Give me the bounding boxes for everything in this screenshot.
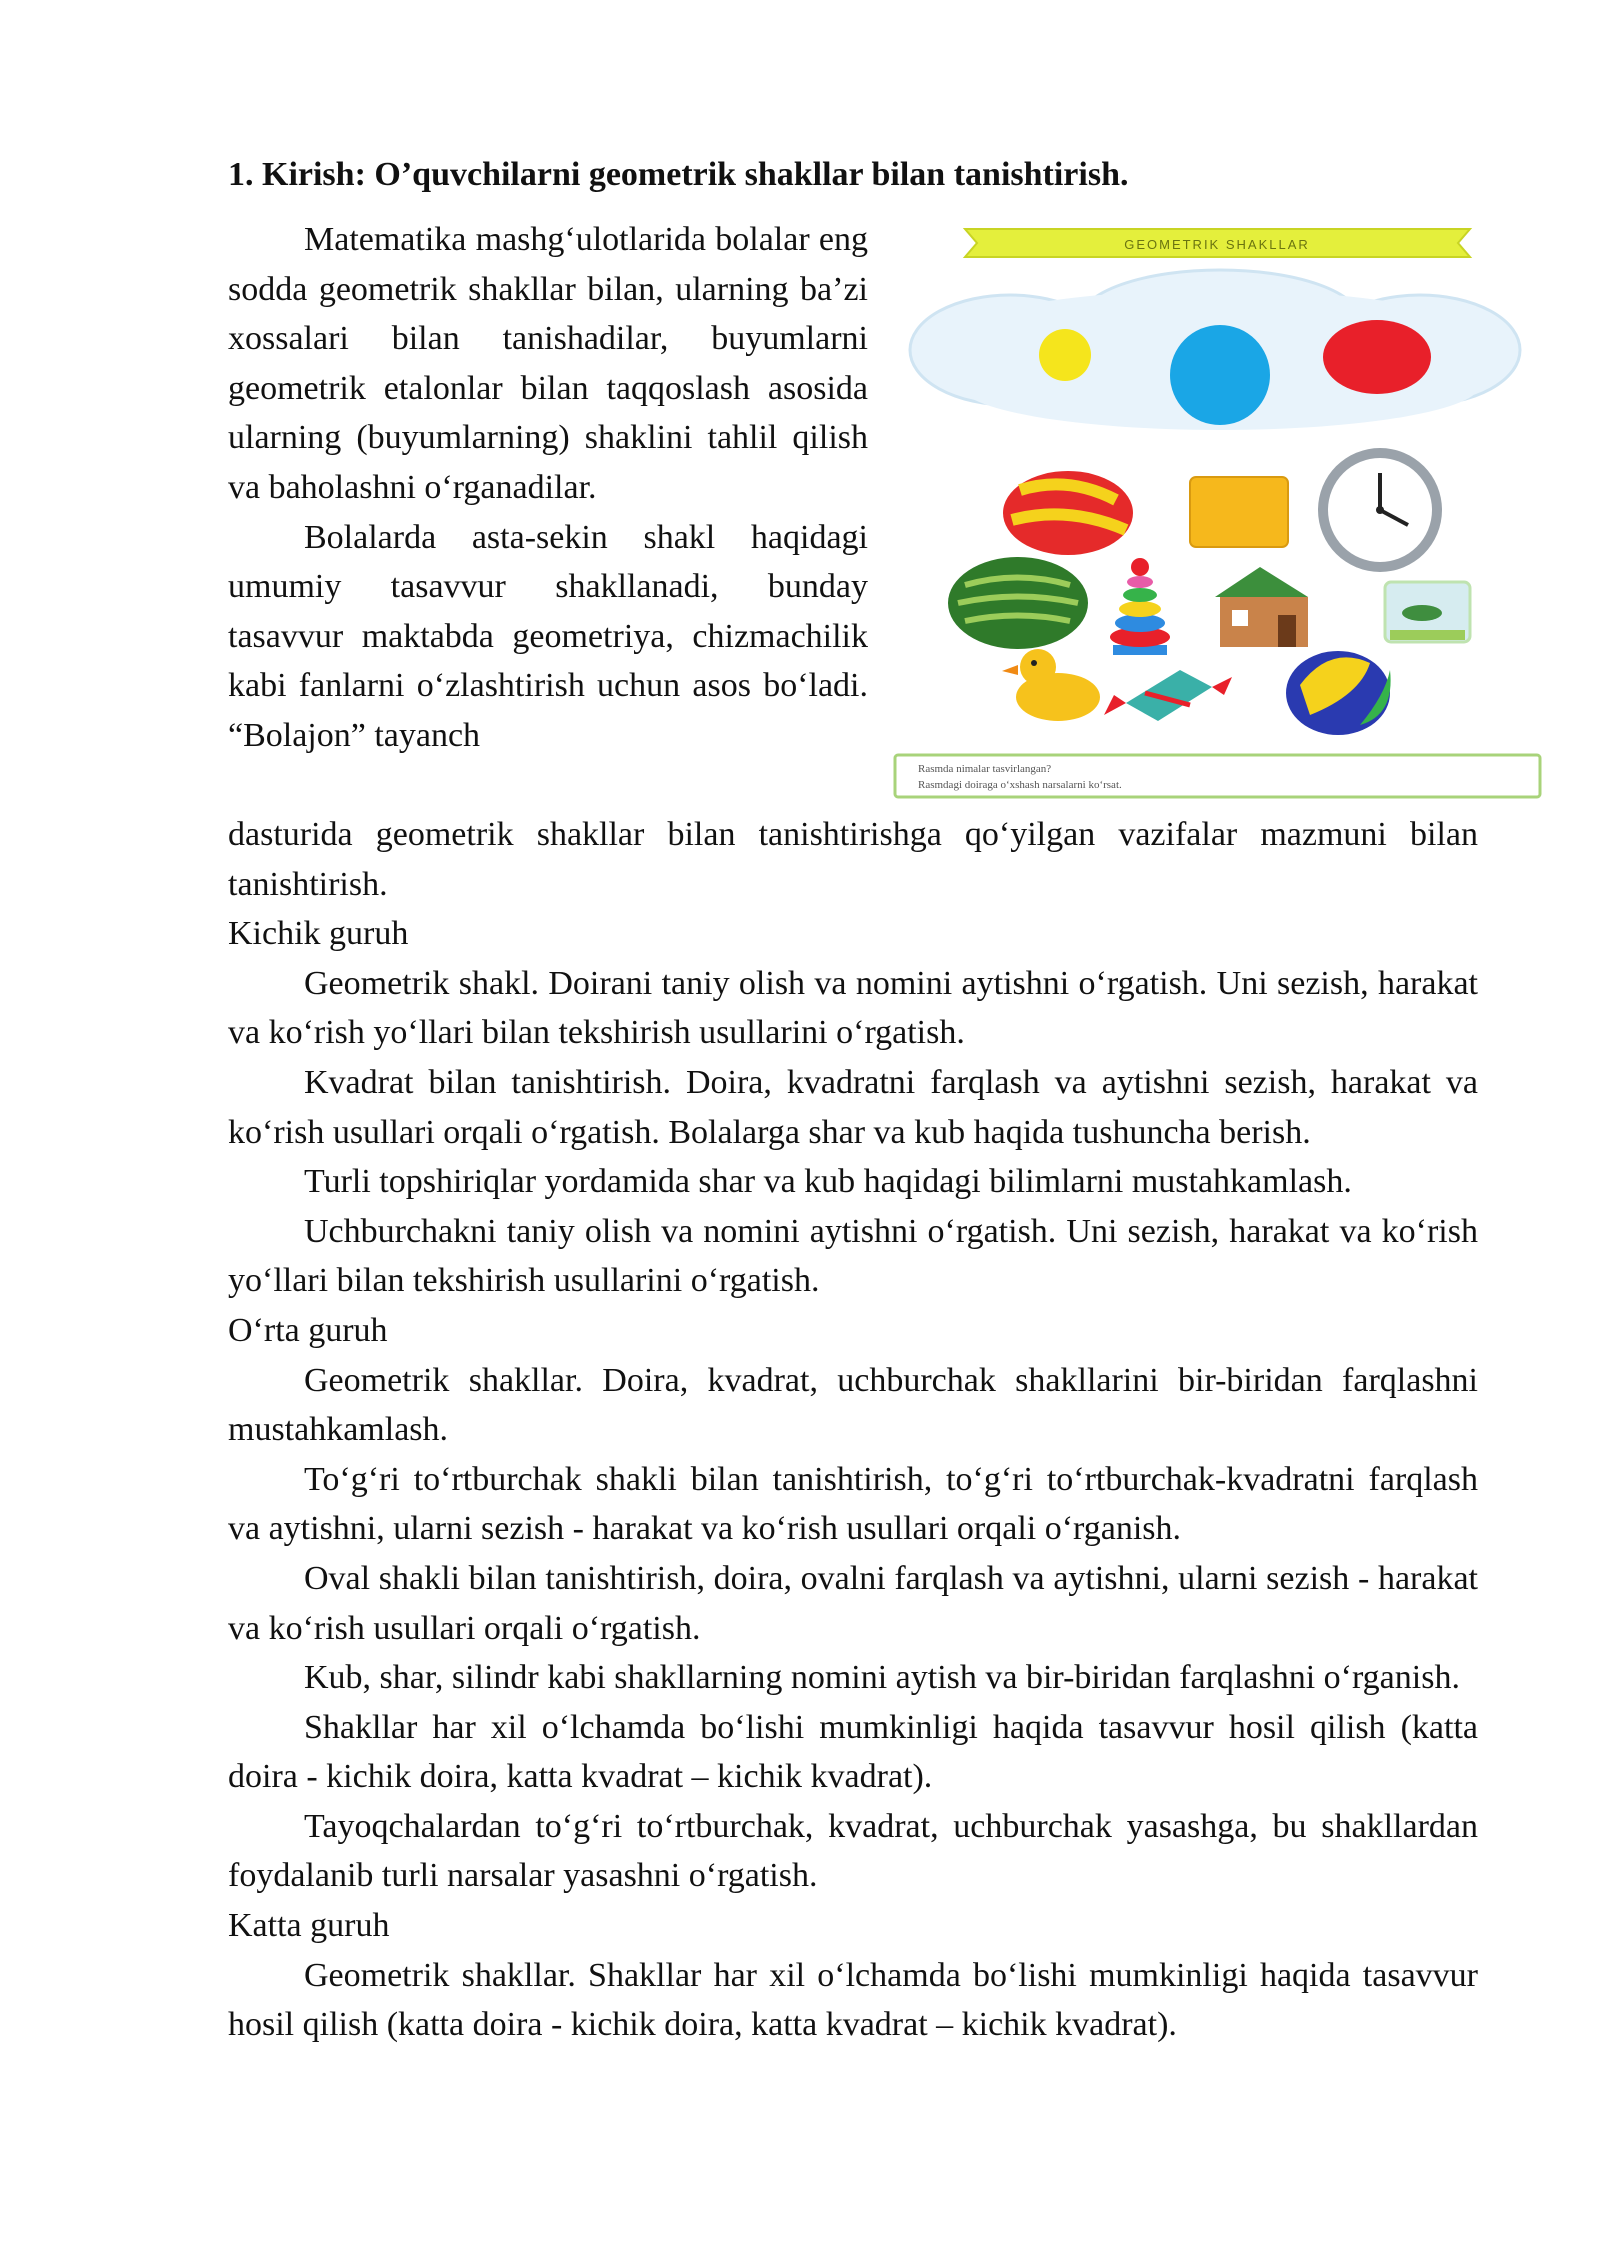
kichik-paragraph-3: Turli topshiriqlar yordamida shar va kub haqidagi bilimlarni mustahkamlash. <box>304 1163 1352 1201</box>
blue-yellow-ball-icon <box>1286 651 1391 735</box>
blue-circle-icon <box>1170 325 1270 425</box>
intro-text <box>228 215 868 761</box>
orta-paragraph-3: Oval shakli bilan tanishtirish, doira, ovalni farqlash va aytishni, ularni sezish - harakat va ko‘rish usullari orqali o‘rgatish. <box>228 1559 1478 1647</box>
aquarium-icon <box>1385 582 1470 642</box>
katta-paragraph-1: Geometrik shakllar. Shakllar har xil o‘lchamda bo‘lishi mumkinligi haqida tasavvur hosil qilish (katta doira - kichik doira, katta kvadrat – kichik kvadrat). <box>228 1956 1478 2044</box>
orta-paragraph-6: Tayoqchalardan to‘g‘ri to‘rtburchak, kvadrat, uchburchak yasashga, bu shakllardan foydalanib turli narsalar yasashni o‘rgatish. <box>228 1807 1478 1895</box>
caption-line-1: Rasmda nimalar tasvirlangan? <box>918 763 1052 775</box>
yellow-circle-icon <box>1039 329 1091 381</box>
banner <box>965 229 1470 257</box>
continuation-paragraph: dasturida geometrik shakllar bilan tanishtirishga qo‘yilgan vazifalar mazmuni bilan tanishtirish. <box>228 816 1478 903</box>
duck-icon <box>1002 649 1100 721</box>
main-text <box>228 810 1478 2050</box>
orta-paragraph-2: To‘g‘ri to‘rtburchak shakli bilan tanishtirish, to‘g‘ri to‘rtburchak-kvadratni farqlash va aytishni, ularni sezish - harakat va ko‘rish usullari orqali o‘rganish. <box>228 1460 1478 1548</box>
wrapped-candy-icon <box>1104 670 1232 721</box>
orta-paragraph-5: Shakllar har xil o‘lchamda bo‘lishi mumkinligi haqida tasavvur hosil qilish (katta doira - kichik doira, katta kvadrat – kichik kvadrat). <box>228 1708 1478 1796</box>
intro-paragraph-2: Bolalarda asta-sekin shakl haqidagi umumiy tasavvur shakllanadi, bunday tasavvur maktabda geometriya, chizmachilik kabi fanlarni o‘zlashtirish uchun asos bo‘ladi. “Bolajon” tayanch <box>228 518 868 754</box>
yellow-square-icon <box>1190 477 1288 547</box>
orta-paragraph-4: Kub, shar, silindr kabi shakllarning nomini aytish va bir-biridan farqlashni o‘rganish. <box>304 1659 1460 1697</box>
striped-ball-icon <box>1003 471 1133 555</box>
intro-paragraph-1: Matematika mashg‘ulotlarida bolalar eng sodda geometrik shakllar bilan, ularning ba’zi xossalari bilan tanishadilar, buyumlarni geometrik etalonlar bilan taqqoslash asosida ularning (buyumlarning) shaklini tahlil qilish va baholashni o‘rganadilar. <box>228 221 868 506</box>
kichik-paragraph-1: Geometrik shakl. Doirani taniy olish va nomini aytishni o‘rgatish. Uni sezish, harakat va ko‘rish yo‘llari bilan tekshirish usullarini o‘rgatish. <box>228 964 1478 1052</box>
kichik-paragraph-2: Kvadrat bilan tanishtirish. Doira, kvadratni farqlash va aytishni sezish, harakat va ko‘rish usullari orqali o‘rgatish. Bolalarga shar va kub haqida tushuncha berish. <box>228 1063 1478 1151</box>
geometric-shapes-figure <box>890 225 1545 805</box>
clock-icon <box>1318 448 1442 572</box>
caption-box <box>895 755 1540 797</box>
orta-paragraph-1: Geometrik shakllar. Doira, kvadrat, uchburchak shakllarini bir-biridan farqlashni mustahkamlash. <box>228 1361 1478 1449</box>
pyramid-toy-icon <box>1110 558 1170 655</box>
group-title-orta: O‘rta guruh <box>228 1311 388 1349</box>
watermelon-icon <box>948 557 1088 649</box>
red-circle-icon <box>1323 320 1431 394</box>
section-heading: 1. Kirish: O’quvchilarni geometrik shakllar bilan tanishtirish. <box>228 156 1129 193</box>
kichik-paragraph-4: Uchburchakni taniy olish va nomini aytishni o‘rgatish. Uni sezish, harakat va ko‘rish yo‘llari bilan tekshirish usullarini o‘rgatish. <box>228 1212 1478 1300</box>
banner-title: GEOMETRIK SHAKLLAR <box>1124 237 1310 252</box>
group-title-katta: Katta guruh <box>228 1907 390 1945</box>
house-icon <box>1215 567 1308 647</box>
caption-line-2: Rasmdagi doiraga o‘xshash narsalarni ko‘rsat. <box>918 779 1122 791</box>
group-title-kichik: Kichik guruh <box>228 915 409 953</box>
